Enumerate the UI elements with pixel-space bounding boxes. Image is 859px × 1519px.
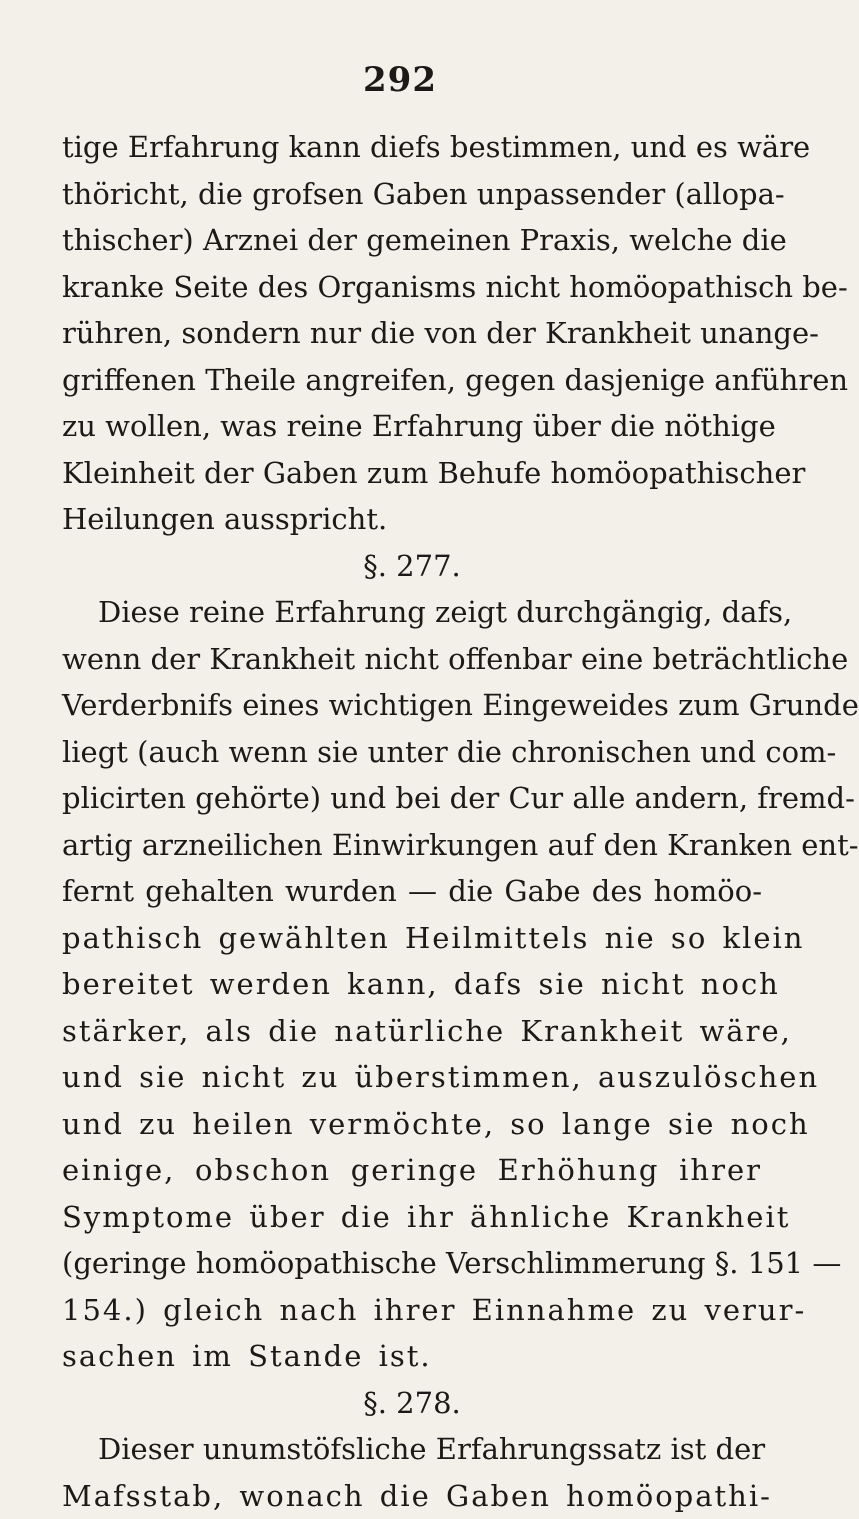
text-line: Heilungen ausspricht. xyxy=(62,496,762,543)
text-line: pathisch gewählten Heilmittels nie so klein xyxy=(62,915,762,962)
text-line: kranke Seite des Organisms nicht homöopathisch be- xyxy=(62,264,762,311)
section-heading: §. 277. xyxy=(62,543,762,590)
text-line: Dieser unumstöfsliche Erfahrungssatz ist der xyxy=(62,1426,762,1473)
text-line: sachen im Stande ist. xyxy=(62,1333,762,1380)
text-line: tige Erfahrung kann diefs bestimmen, und es wäre xyxy=(62,124,762,171)
text-line: 154.) gleich nach ihrer Einnahme zu verur- xyxy=(62,1287,762,1334)
text-line: fernt gehalten wurden — die Gabe des homöo- xyxy=(62,868,762,915)
text-line: rühren, sondern nur die von der Krankheit unange- xyxy=(62,310,762,357)
text-line: Diese reine Erfahrung zeigt durchgängig, dafs, xyxy=(62,589,762,636)
text-line: Symptome über die ihr ähnliche Krankheit xyxy=(62,1194,762,1241)
text-line: thischer) Arznei der gemeinen Praxis, welche die xyxy=(62,217,762,264)
text-line: und zu heilen vermöchte, so lange sie noch xyxy=(62,1101,762,1148)
text-line: griffenen Theile angreifen, gegen dasjenige anführen xyxy=(62,357,762,404)
section-heading: §. 278. xyxy=(62,1380,762,1427)
text-line: Verderbnifs eines wichtigen Eingeweides zum Grunde xyxy=(62,682,762,729)
text-line: einige, obschon geringe Erhöhung ihrer xyxy=(62,1147,762,1194)
text-line: liegt (auch wenn sie unter die chronischen und com- xyxy=(62,729,762,776)
text-line: wenn der Krankheit nicht offenbar eine beträchtliche xyxy=(62,636,762,683)
body-text xyxy=(62,124,762,1519)
text-line: artig arzneilichen Einwirkungen auf den Kranken ent- xyxy=(62,822,762,869)
text-line: (geringe homöopathische Verschlimmerung §. 151 — xyxy=(62,1240,762,1287)
text-line: plicirten gehörte) und bei der Cur alle andern, fremd- xyxy=(62,775,762,822)
text-line: zu wollen, was reine Erfahrung über die nöthige xyxy=(62,403,762,450)
text-line: Kleinheit der Gaben zum Behufe homöopathischer xyxy=(62,450,762,497)
text-line: bereitet werden kann, dafs sie nicht noch xyxy=(62,961,762,1008)
text-line: stärker, als die natürliche Krankheit wäre, xyxy=(62,1008,762,1055)
text-line: Mafsstab, wonach die Gaben homöopathi- xyxy=(62,1473,762,1519)
text-line: und sie nicht zu überstimmen, auszulöschen xyxy=(62,1054,762,1101)
text-line: thöricht, die grofsen Gaben unpassender (allopa- xyxy=(62,171,762,218)
page-number: 292 xyxy=(0,60,800,100)
